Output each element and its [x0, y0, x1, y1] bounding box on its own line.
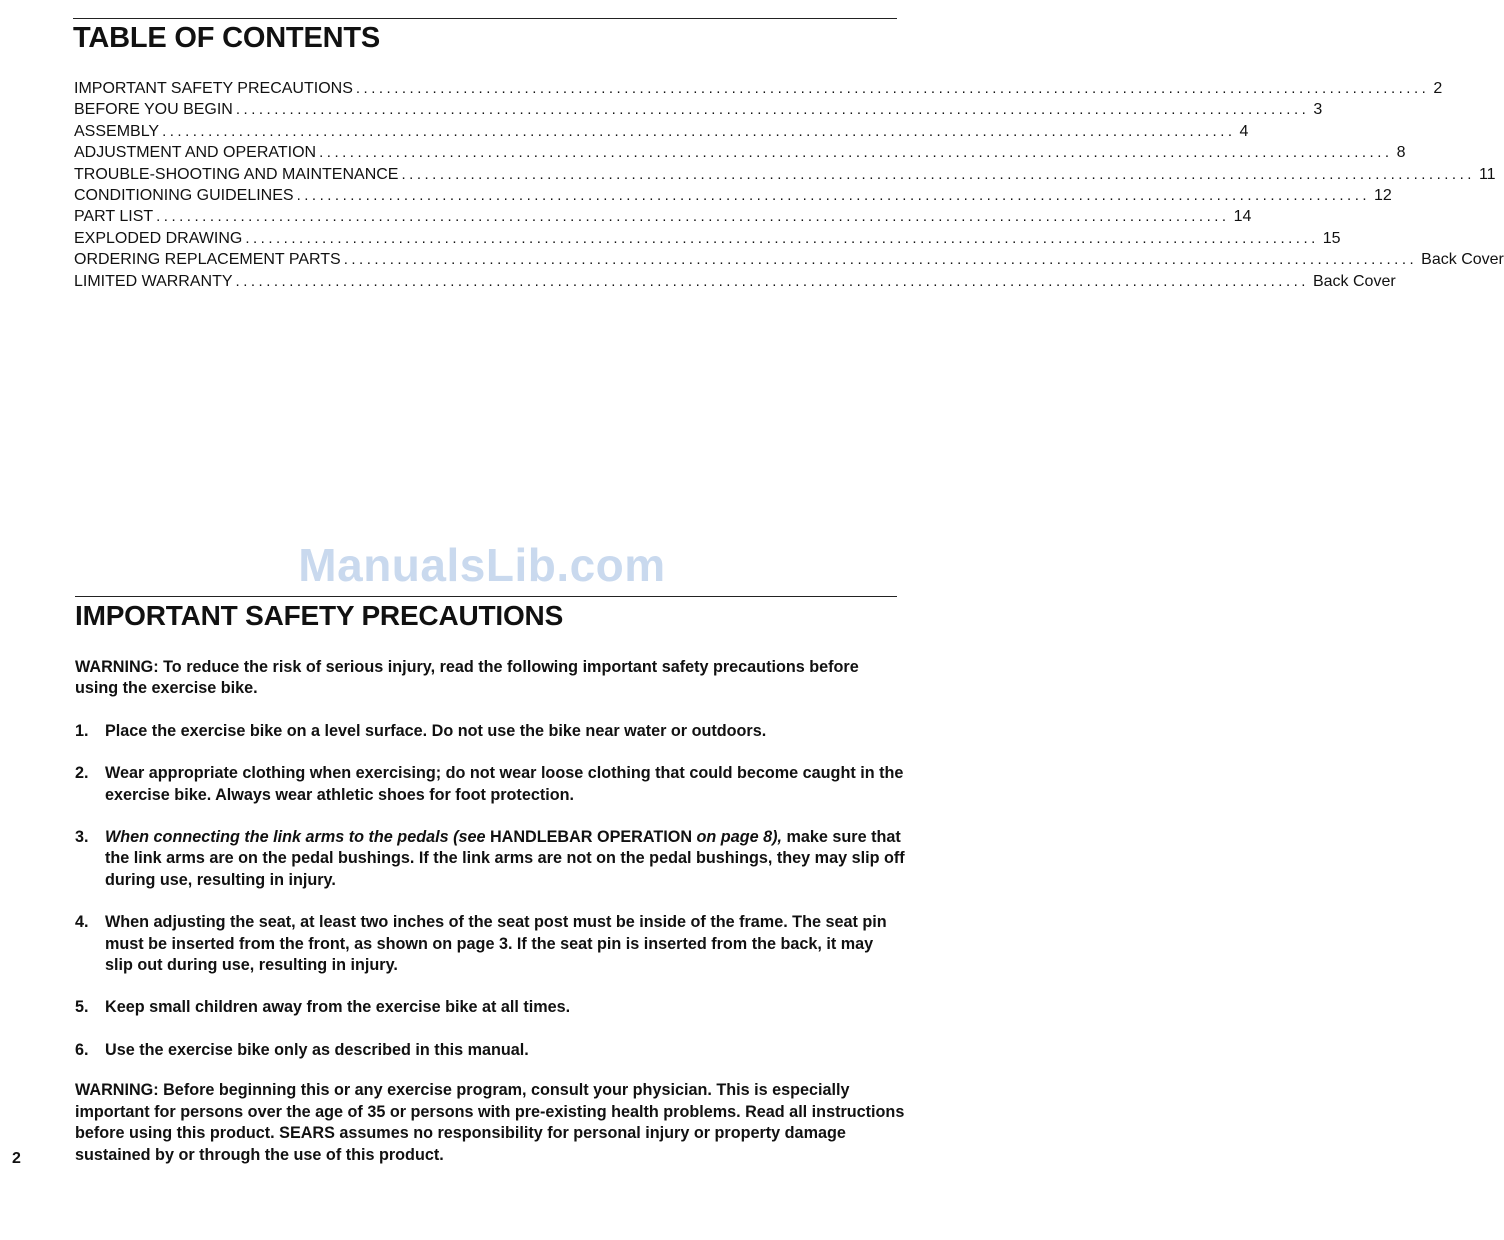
toc-heading: TABLE OF CONTENTS — [73, 22, 380, 54]
toc-entry-page: 3 — [1313, 101, 1323, 119]
toc-entry[interactable] — [74, 186, 1392, 208]
toc-entry-title: TROUBLE-SHOOTING AND MAINTENANCE — [74, 165, 399, 183]
toc-entry-title: IMPORTANT SAFETY PRECAUTIONS — [74, 80, 353, 97]
item-text: make sure that the link arms are on the pedal bushings. If the link arms are not on the pedal bushings, they may slip off during use, resulting in injury. — [105, 828, 905, 889]
toc-leader-dots: ............................................................................................................................................ — [319, 144, 1393, 162]
toc-entry[interactable] — [74, 122, 1249, 144]
precaution-item — [75, 1040, 905, 1061]
toc-leader-dots: ............................................................................................................................................ — [296, 186, 1371, 204]
safety-section — [75, 657, 905, 1187]
safety-heading: IMPORTANT SAFETY PRECAUTIONS — [75, 600, 564, 631]
toc-entry[interactable] — [74, 251, 1504, 272]
toc-entry-page: Back Cover — [1312, 272, 1396, 290]
toc-leader-dots: ............................................................................................................................................ — [343, 251, 1418, 269]
toc-entry-title: LIMITED WARRANTY — [74, 272, 233, 290]
toc-entry[interactable] — [74, 101, 1323, 122]
toc-entry-page: 12 — [1374, 186, 1392, 204]
toc-leader-dots: ............................................................................................................................................ — [355, 80, 1430, 97]
toc-entry[interactable] — [74, 165, 1496, 187]
toc-leader-dots: ............................................................................................................................................ — [245, 229, 1319, 247]
toc-leader-dots: ............................................................................................................................................ — [156, 208, 1230, 226]
item-text: Place the exercise bike on a level surface. Do not use the bike near water or outdoors. — [105, 721, 767, 740]
item-number: 4. — [75, 913, 89, 932]
toc-entry-title: EXPLODED DRAWING — [74, 229, 243, 247]
toc-entry[interactable] — [74, 144, 1406, 165]
item-number: 2. — [75, 764, 89, 783]
warning-outro: WARNING: Before beginning this or any exercise program, consult your physician. This is especially important for persons over the age of 35 or persons with pre-existing health problems. Read all instructions before using this product. SEARS assumes no responsibility for personal injury or property damage sustained by or through the use of this product. — [75, 1081, 905, 1164]
toc-entry-page: 8 — [1396, 144, 1406, 162]
item-italic-text: on page 8), — [692, 828, 782, 847]
precaution-item — [75, 763, 905, 806]
toc-leader-dots: ............................................................................................................................................ — [235, 272, 1309, 290]
watermark: ManualsLib.com — [298, 539, 666, 591]
precaution-item — [75, 912, 905, 976]
page-number: 2 — [12, 1150, 21, 1167]
toc-entry-title: BEFORE YOU BEGIN — [74, 101, 233, 119]
toc-entry-page: 2 — [1433, 80, 1443, 97]
toc-entry-page: 4 — [1239, 122, 1249, 140]
precaution-item — [75, 721, 905, 742]
item-italic-text: When connecting the link arms to the pedals (see — [105, 828, 490, 847]
top-rule — [73, 18, 897, 19]
toc-entry[interactable] — [74, 229, 1341, 251]
toc-leader-dots: ............................................................................................................................................ — [162, 122, 1236, 140]
item-text-compound — [105, 827, 905, 891]
item-text: When adjusting the seat, at least two inches of the seat post must be inside of the frame. The seat pin must be inserted from the front, as shown on page 3. If the seat pin is inserted from the back, it may slip out during use, resulting in injury. — [105, 913, 887, 975]
cross-reference: HANDLEBAR OPERATION — [489, 828, 693, 847]
toc-entry-title: ADJUSTMENT AND OPERATION — [74, 144, 317, 162]
toc-entry-page: 14 — [1233, 208, 1252, 226]
item-number: 5. — [75, 998, 89, 1017]
toc-entry-title: PART LIST — [74, 208, 154, 226]
toc-leader-dots: ............................................................................................................................................ — [235, 101, 1310, 119]
item-number: 1. — [75, 721, 89, 740]
toc-entry-title: ORDERING REPLACEMENT PARTS — [74, 251, 341, 269]
item-number: 6. — [75, 1040, 89, 1059]
toc-entry[interactable] — [74, 208, 1252, 229]
warning-intro: WARNING: To reduce the risk of serious injury, read the following important safety precautions before using the exercise bike. — [75, 658, 859, 698]
toc-entry[interactable] — [74, 80, 1443, 101]
toc-entry-page: 15 — [1322, 229, 1341, 247]
section-rule — [75, 596, 897, 597]
item-text: Use the exercise bike only as described in this manual. — [105, 1040, 529, 1059]
precaution-item — [75, 827, 905, 891]
toc-entry[interactable] — [74, 272, 1396, 294]
precaution-item — [75, 997, 905, 1018]
toc-list — [74, 80, 1504, 294]
toc-entry-page: Back Cover — [1421, 251, 1504, 269]
toc-entry-title: CONDITIONING GUIDELINES — [74, 186, 294, 204]
toc-entry-title: ASSEMBLY — [74, 122, 160, 140]
item-number: 3. — [75, 828, 89, 847]
toc-entry-page: 11 — [1478, 165, 1496, 183]
toc-leader-dots: ............................................................................................................................................ — [401, 165, 1475, 183]
item-text: Keep small children away from the exercise bike at all times. — [105, 998, 571, 1017]
item-text: Wear appropriate clothing when exercising; do not wear loose clothing that could become caught in the exercise bike. Always wear athletic shoes for foot protection. — [105, 764, 904, 804]
